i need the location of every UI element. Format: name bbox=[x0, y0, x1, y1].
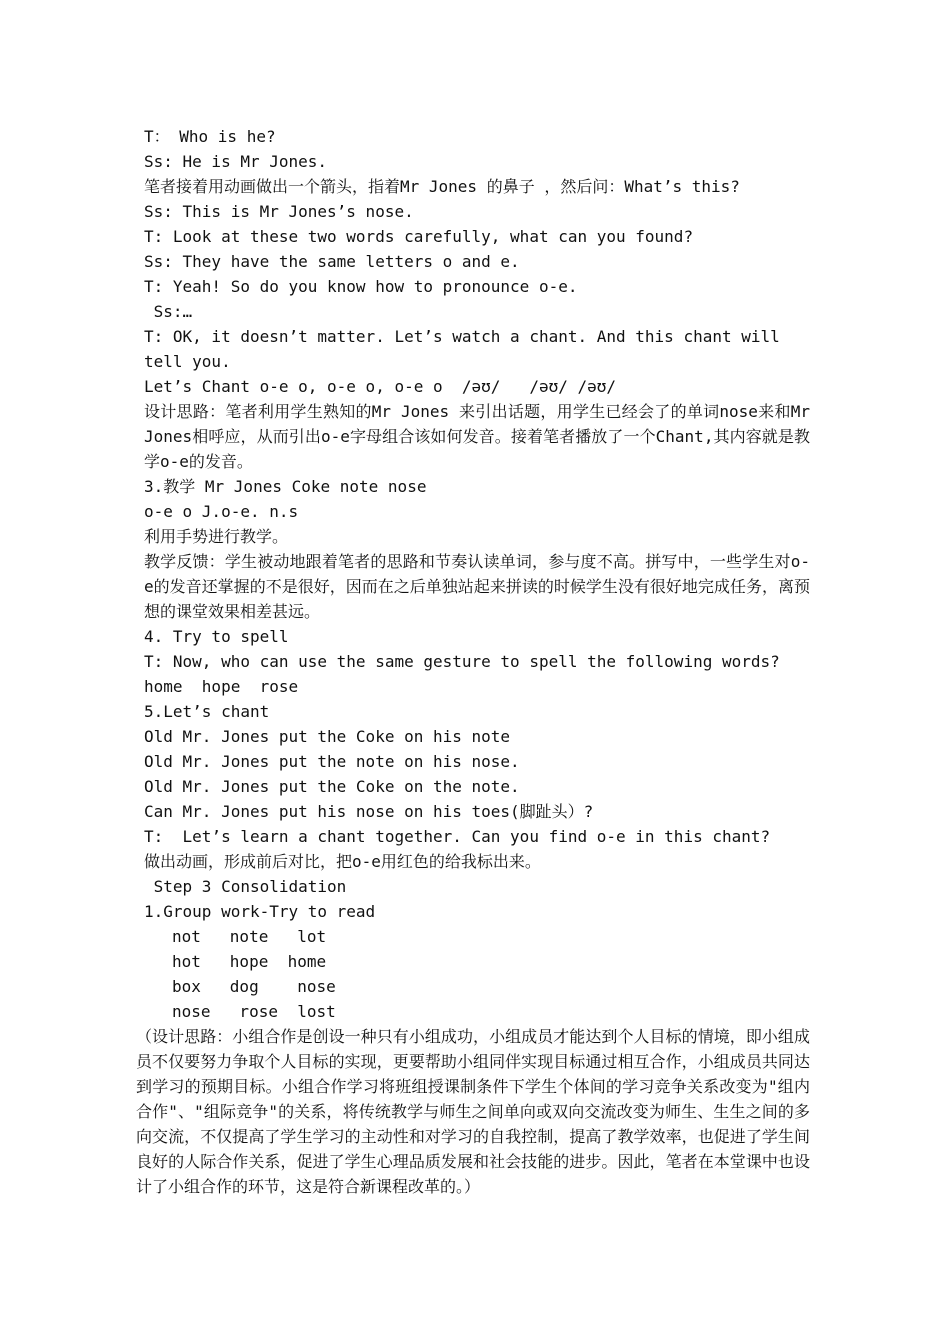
section-heading: 4. Try to spell bbox=[144, 627, 289, 646]
word-row: not note lot bbox=[172, 927, 327, 946]
chant-line: Old Mr. Jones put the Coke on the note. bbox=[144, 777, 520, 796]
chant-line: Can Mr. Jones put his nose on his toes(脚趾头）? bbox=[144, 802, 594, 821]
word-row: nose rose lost bbox=[172, 1002, 336, 1021]
word-row: hot hope home bbox=[172, 952, 327, 971]
dialogue-line: Ss: He is Mr Jones. bbox=[144, 152, 328, 171]
word-list-line: home hope rose bbox=[144, 677, 299, 696]
dialogue-line: T: Yeah! So do you know how to pronounce o-e. bbox=[144, 277, 578, 296]
dialogue-line: Ss:… bbox=[144, 302, 193, 321]
document-page bbox=[136, 124, 810, 1199]
dialogue-line: T: Let’s learn a chant together. Can you find o-e in this chant? bbox=[144, 827, 771, 846]
dialogue-line: Ss: This is Mr Jones’s nose. bbox=[144, 202, 414, 221]
dialogue-line: T: Now, who can use the same gesture to spell the following words? bbox=[144, 652, 780, 671]
dialogue-line: Ss: They have the same letters o and e. bbox=[144, 252, 520, 271]
section-heading: 3.教学 Mr Jones Coke note nose bbox=[144, 477, 427, 496]
body-line: o-e o J.o-e. n.s bbox=[144, 502, 299, 521]
dialogue-line: T: Look at these two words carefully, what can you found? bbox=[144, 227, 694, 246]
dialogue-paragraph: T: OK, it doesn’t matter. Let’s watch a chant. And this chant will tell you. bbox=[144, 327, 780, 371]
chant-line: Old Mr. Jones put the Coke on his note bbox=[144, 727, 511, 746]
dialogue-line: T： Who is he? bbox=[144, 127, 276, 146]
chant-line: Old Mr. Jones put the note on his nose. bbox=[144, 752, 520, 771]
design-idea-paragraph: （设计思路：小组合作是创设一种只有小组成功，小组成员才能达到个人目标的情境，即小组成员不仅要努力争取个人目标的实现，更要帮助小组同伴实现目标通过相互合作，小组成员共同达到学习的预期目标。小组合作学习将班组授课制条件下学生个体间的学习竞争关系改变为"组内合作"、"组际竞争"的关系，将传统教学与师生之间单向或双向交流改变为师生、生生之间的多向交流，不仅提高了学生学习的主动性和对学习的自我控制，提高了教学效率，也促进了学生间良好的人际合作关系，促进了学生心理品质发展和社会技能的进步。因此，笔者在本堂课中也设计了小组合作的环节，这是符合新课程改革的。） bbox=[136, 1027, 810, 1196]
word-row: box dog nose bbox=[172, 977, 336, 996]
design-idea-paragraph: 设计思路：笔者利用学生熟知的Mr Jones 来引出话题，用学生已经会了的单词nose来和Mr Jones相呼应，从而引出o-e字母组合该如何发音。接着笔者播放了一个Chant,其内容就是教学o-e的发音。 bbox=[144, 402, 810, 471]
section-heading: Step 3 Consolidation bbox=[144, 877, 347, 896]
narration-line: 笔者接着用动画做出一个箭头，指着Mr Jones 的鼻子 ，然后问：What’s this? bbox=[144, 177, 740, 196]
section-heading: 5.Let’s chant bbox=[144, 702, 270, 721]
feedback-paragraph: 教学反馈：学生被动地跟着笔者的思路和节奏认读单词，参与度不高。拼写中，一些学生对o-e的发音还掌握的不是很好，因而在之后单独站起来拼读的时候学生没有很好地完成任务，离预想的课堂效果相差甚远。 bbox=[144, 552, 810, 621]
section-heading: 1.Group work-Try to read bbox=[144, 902, 376, 921]
body-line: 利用手势进行教学。 bbox=[144, 527, 289, 546]
chant-line: Let’s Chant o-e o, o-e o, o-e o /əʊ/ /əʊ/ /əʊ/ bbox=[144, 377, 617, 396]
body-line: 做出动画，形成前后对比，把o-e用红色的给我标出来。 bbox=[144, 852, 541, 871]
